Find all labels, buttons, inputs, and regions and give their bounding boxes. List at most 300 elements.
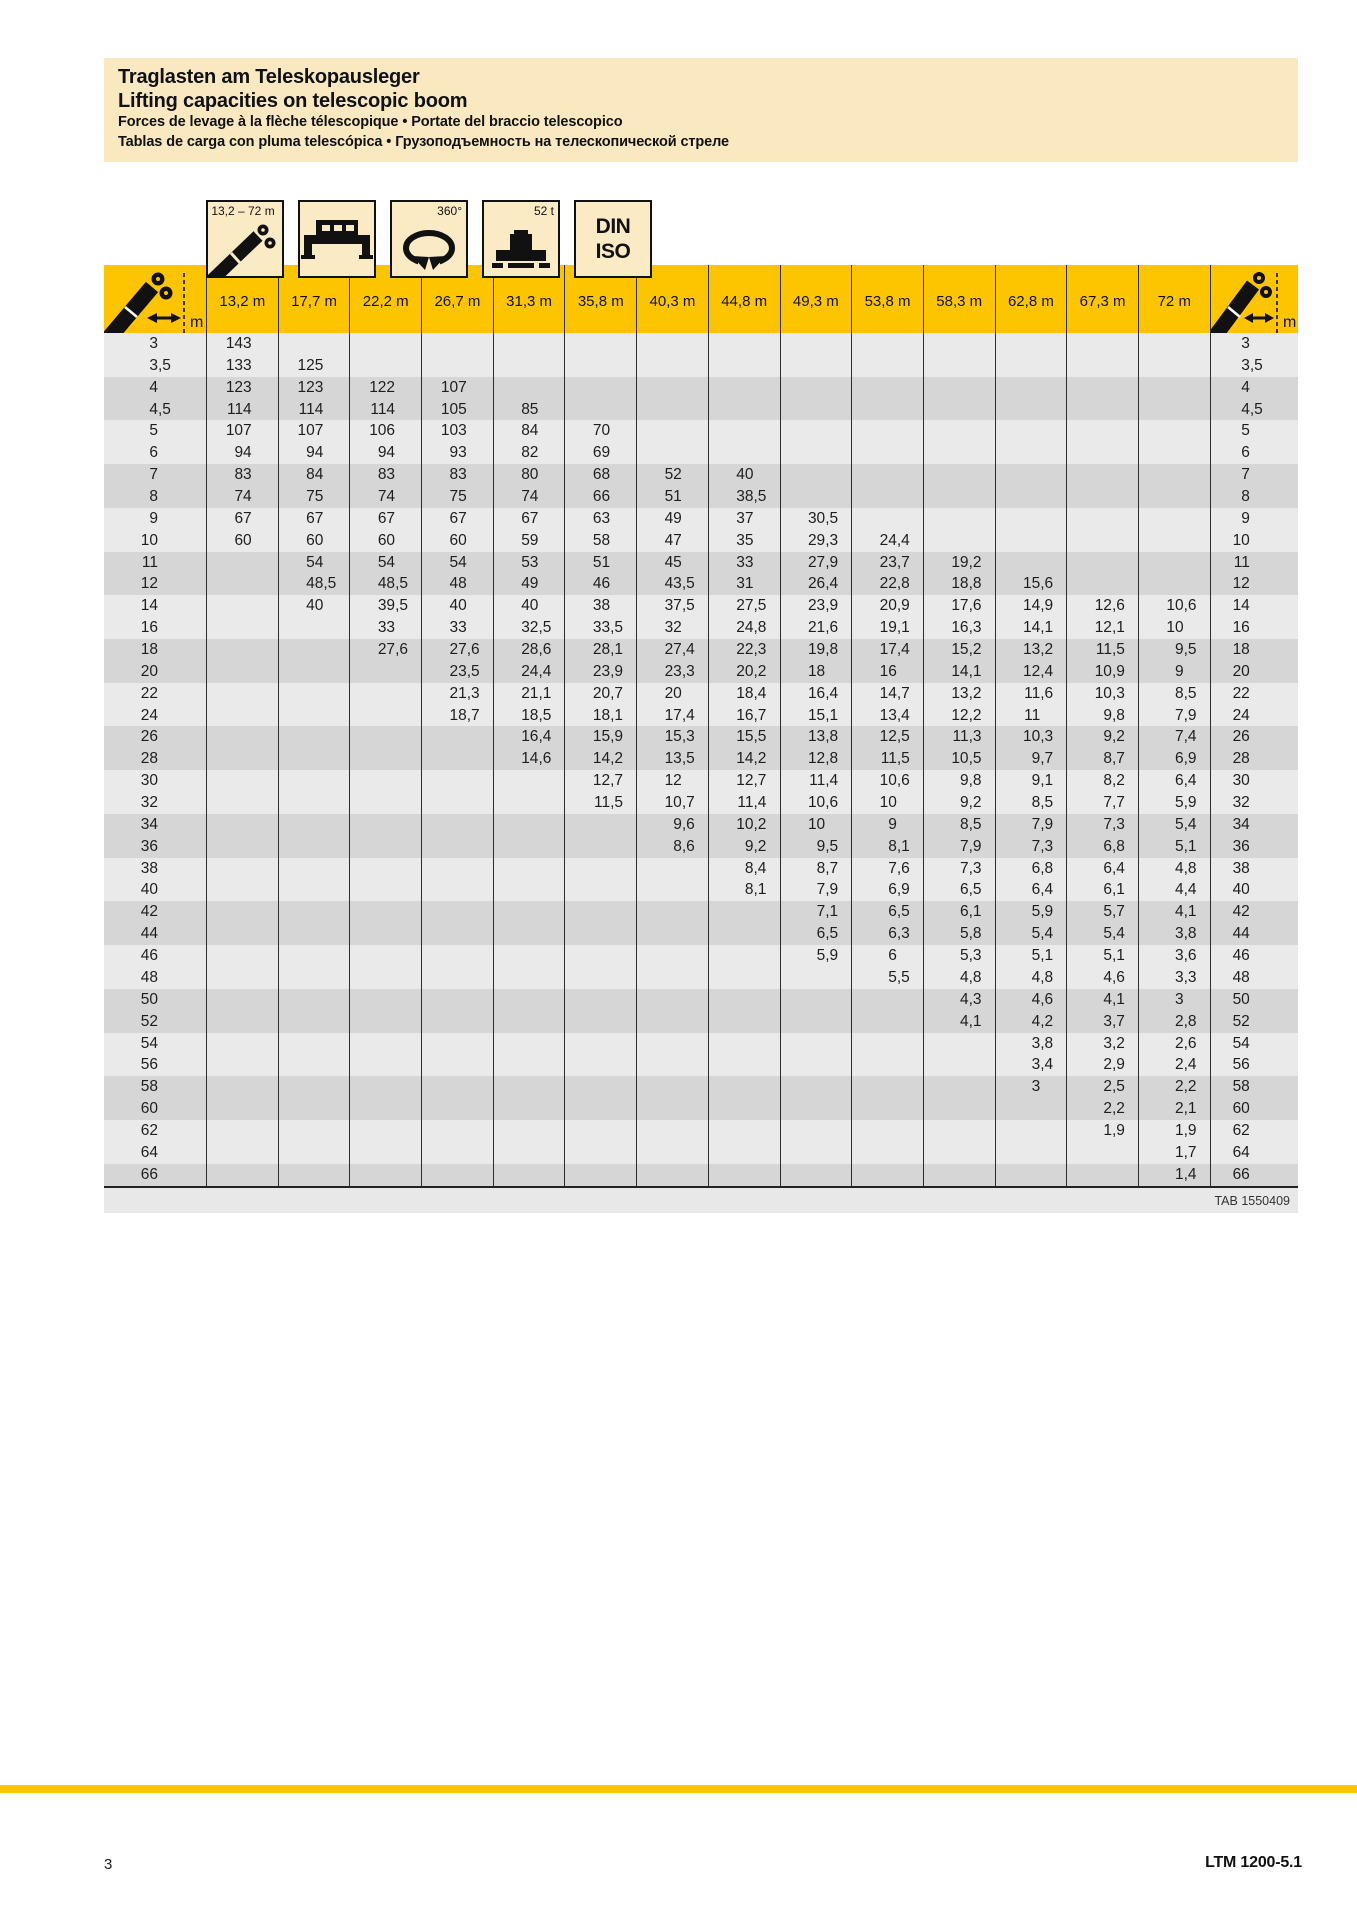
- capacity-cell: 75: [421, 486, 493, 508]
- capacity-cell: [851, 333, 923, 355]
- capacity-cell: 30 ,5: [780, 508, 852, 530]
- capacity-cell: 10 ,5: [923, 748, 995, 770]
- radius-cell: 32: [1210, 792, 1298, 814]
- capacity-cell: 9: [1138, 661, 1210, 683]
- capacity-cell: 47: [636, 530, 708, 552]
- capacity-cell: [564, 923, 636, 945]
- capacity-cell: [636, 377, 708, 399]
- capacity-cell: [349, 901, 421, 923]
- radius-cell: 4 ,5: [1210, 399, 1298, 421]
- capacity-cell: 49: [493, 573, 565, 595]
- capacity-cell: [923, 530, 995, 552]
- capacity-cell: [851, 464, 923, 486]
- table-row: [104, 617, 1298, 639]
- capacity-cell: [421, 814, 493, 836]
- capacity-cell: [206, 1076, 278, 1098]
- capacity-cell: 2 ,4: [1138, 1054, 1210, 1076]
- capacity-cell: 40: [278, 595, 350, 617]
- table-row: [104, 355, 1298, 377]
- capacity-cell: [206, 1142, 278, 1164]
- table-row: [104, 595, 1298, 617]
- capacity-cell: 94: [206, 442, 278, 464]
- capacity-cell: 18 ,7: [421, 705, 493, 727]
- radius-cell: 4: [1210, 377, 1298, 399]
- capacity-cell: [278, 770, 350, 792]
- capacity-cell: [278, 705, 350, 727]
- capacity-cell: [493, 901, 565, 923]
- capacity-cell: 5 ,7: [1066, 901, 1138, 923]
- capacity-cell: [206, 639, 278, 661]
- capacity-cell: 3: [1138, 989, 1210, 1011]
- capacity-cell: 35: [708, 530, 780, 552]
- capacity-cell: [923, 1033, 995, 1055]
- capacity-cell: 8 ,5: [923, 814, 995, 836]
- boom-range-badge: [206, 200, 284, 278]
- capacity-cell: [995, 355, 1067, 377]
- capacity-cell: 20 ,7: [564, 683, 636, 705]
- capacity-cell: 67: [206, 508, 278, 530]
- capacity-cell: [564, 1054, 636, 1076]
- capacity-cell: [851, 486, 923, 508]
- capacity-cell: [636, 1120, 708, 1142]
- title-block: [104, 58, 1298, 162]
- capacity-cell: 28 ,1: [564, 639, 636, 661]
- capacity-cell: [923, 1164, 995, 1186]
- capacity-cell: [851, 355, 923, 377]
- capacity-cell: [564, 1098, 636, 1120]
- capacity-cell: [1066, 420, 1138, 442]
- capacity-cell: 18 ,5: [493, 705, 565, 727]
- capacity-cell: 84: [493, 420, 565, 442]
- radius-cell: 7: [149, 466, 158, 484]
- capacity-cell: [851, 1120, 923, 1142]
- capacity-cell: [1138, 420, 1210, 442]
- capacity-cell: [780, 486, 852, 508]
- capacity-cell: 103: [421, 420, 493, 442]
- rotation-label: 360°: [437, 204, 462, 218]
- table-row: [104, 420, 1298, 442]
- capacity-cell: 19 ,1: [851, 617, 923, 639]
- capacity-cell: [995, 508, 1067, 530]
- capacity-cell: 7 ,7: [1066, 792, 1138, 814]
- radius-cell: 46: [1210, 945, 1298, 967]
- capacity-cell: [493, 1098, 565, 1120]
- radius-cell: 48: [140, 968, 158, 986]
- capacity-cell: 20 ,2: [708, 661, 780, 683]
- capacity-cell: 53: [493, 552, 565, 574]
- capacity-cell: [636, 1054, 708, 1076]
- capacity-cell: [206, 792, 278, 814]
- table-row: [104, 552, 1298, 574]
- capacity-cell: 83: [421, 464, 493, 486]
- capacity-cell: [708, 923, 780, 945]
- capacity-cell: [564, 989, 636, 1011]
- bottom-accent-bar: [0, 1785, 1357, 1793]
- capacity-cell: [278, 1164, 350, 1186]
- radius-cell: 44: [1210, 923, 1298, 945]
- capacity-cell: [923, 377, 995, 399]
- capacity-cell: 10 ,7: [636, 792, 708, 814]
- capacity-cell: [206, 770, 278, 792]
- radius-cell: 48: [1210, 967, 1298, 989]
- capacity-cell: 16 ,4: [493, 726, 565, 748]
- capacity-cell: [349, 792, 421, 814]
- capacity-cell: 13 ,2: [923, 683, 995, 705]
- capacity-cell: [349, 1033, 421, 1055]
- capacity-cell: [995, 1164, 1067, 1186]
- capacity-cell: 11 ,4: [708, 792, 780, 814]
- capacity-cell: 16: [851, 661, 923, 683]
- capacity-cell: [1138, 464, 1210, 486]
- radius-cell: 64: [1210, 1142, 1298, 1164]
- capacity-cell: [421, 1164, 493, 1186]
- capacity-cell: 69: [564, 442, 636, 464]
- capacity-cell: 7 ,3: [995, 836, 1067, 858]
- table-row: [104, 967, 1298, 989]
- capacity-cell: 7 ,9: [923, 836, 995, 858]
- capacity-cell: [564, 1142, 636, 1164]
- capacity-cell: [278, 879, 350, 901]
- radius-cell: 12: [140, 575, 158, 593]
- table-row: [104, 1011, 1298, 1033]
- radius-cell: 24: [1210, 705, 1298, 727]
- capacity-cell: [206, 595, 278, 617]
- capacity-cell: [421, 1033, 493, 1055]
- capacity-cell: 85: [493, 399, 565, 421]
- capacity-cell: [636, 442, 708, 464]
- capacity-cell: 12 ,4: [995, 661, 1067, 683]
- capacity-cell: 60: [206, 530, 278, 552]
- capacity-cell: [1138, 442, 1210, 464]
- capacity-cell: [1066, 552, 1138, 574]
- capacity-cell: 10 ,6: [1138, 595, 1210, 617]
- capacity-cell: 18 ,1: [564, 705, 636, 727]
- capacity-cell: [349, 945, 421, 967]
- capacity-cell: [206, 1098, 278, 1120]
- capacity-cell: 70: [564, 420, 636, 442]
- capacity-cell: 3: [995, 1076, 1067, 1098]
- radius-cell: 6: [149, 444, 158, 462]
- capacity-cell: 60: [349, 530, 421, 552]
- capacity-cell: [1066, 377, 1138, 399]
- capacity-cell: 11 ,5: [1066, 639, 1138, 661]
- capacity-cell: [349, 989, 421, 1011]
- capacity-cell: 4 ,4: [1138, 879, 1210, 901]
- capacity-cell: [349, 1164, 421, 1186]
- capacity-cell: 10 ,2: [708, 814, 780, 836]
- capacity-cell: 14 ,2: [564, 748, 636, 770]
- capacity-cell: [708, 1011, 780, 1033]
- capacity-cell: 11 ,4: [780, 770, 852, 792]
- capacity-cell: [493, 377, 565, 399]
- capacity-cell: [923, 1076, 995, 1098]
- capacity-cell: 40: [708, 464, 780, 486]
- capacity-cell: [923, 486, 995, 508]
- din-iso-badge: [574, 200, 652, 278]
- outriggers-badge: [298, 200, 376, 278]
- table-row: [104, 399, 1298, 421]
- capacity-cell: [1066, 355, 1138, 377]
- capacity-cell: [780, 1033, 852, 1055]
- capacity-cell: [278, 748, 350, 770]
- capacity-cell: 14 ,2: [708, 748, 780, 770]
- capacity-cell: 19 ,8: [780, 639, 852, 661]
- capacity-cell: [636, 1142, 708, 1164]
- capacity-cell: 21 ,3: [421, 683, 493, 705]
- capacity-cell: [708, 420, 780, 442]
- table-row: [104, 705, 1298, 727]
- capacity-cell: [564, 967, 636, 989]
- capacity-cell: 8 ,4: [708, 858, 780, 880]
- capacity-cell: 6: [851, 945, 923, 967]
- capacity-cell: [278, 1120, 350, 1142]
- capacity-cell: [780, 989, 852, 1011]
- capacity-cell: [278, 858, 350, 880]
- capacity-cell: 1 ,4: [1138, 1164, 1210, 1186]
- radius-cell: 10: [140, 531, 158, 549]
- capacity-cell: 23 ,9: [780, 595, 852, 617]
- capacity-cell: 26 ,4: [780, 573, 852, 595]
- capacity-cell: [995, 399, 1067, 421]
- capacity-cell: [493, 1164, 565, 1186]
- capacity-cell: [780, 1142, 852, 1164]
- radius-cell: 54: [1210, 1033, 1298, 1055]
- capacity-cell: [780, 1054, 852, 1076]
- capacity-cell: [636, 901, 708, 923]
- capacity-cell: [349, 355, 421, 377]
- capacity-cell: 27 ,5: [708, 595, 780, 617]
- capacity-cell: 4 ,6: [1066, 967, 1138, 989]
- capacity-cell: 54: [421, 552, 493, 574]
- capacity-cell: [851, 508, 923, 530]
- capacity-cell: 8 ,2: [1066, 770, 1138, 792]
- capacity-cell: [851, 377, 923, 399]
- table-row: [104, 1142, 1298, 1164]
- capacity-cell: [780, 377, 852, 399]
- capacity-cell: [278, 1011, 350, 1033]
- capacity-cell: [206, 1054, 278, 1076]
- radius-cell: 22: [1210, 683, 1298, 705]
- capacity-cell: 11 ,6: [995, 683, 1067, 705]
- boom-length-header: 67,3 m: [1066, 265, 1138, 338]
- capacity-cell: [349, 1098, 421, 1120]
- capacity-cell: 5 ,8: [923, 923, 995, 945]
- radius-cell: 62: [140, 1121, 158, 1139]
- capacity-cell: 12 ,7: [708, 770, 780, 792]
- capacity-cell: [1138, 377, 1210, 399]
- radius-cell: 11: [1210, 552, 1298, 574]
- radius-cell: 14: [1210, 595, 1298, 617]
- capacity-cell: [636, 399, 708, 421]
- table-row: [104, 1120, 1298, 1142]
- capacity-cell: [708, 1098, 780, 1120]
- capacity-cell: [349, 923, 421, 945]
- capacity-cell: 15 ,1: [780, 705, 852, 727]
- capacity-cell: 4 ,1: [923, 1011, 995, 1033]
- radius-cell: 38: [140, 859, 158, 877]
- capacity-cell: 15 ,9: [564, 726, 636, 748]
- table-row: [104, 770, 1298, 792]
- capacity-cell: 32: [636, 617, 708, 639]
- capacity-cell: 48 ,5: [278, 573, 350, 595]
- capacity-cell: 13 ,2: [995, 639, 1067, 661]
- capacity-cell: 38 ,5: [708, 486, 780, 508]
- capacity-cell: [206, 967, 278, 989]
- table-row: [104, 508, 1298, 530]
- capacity-cell: [564, 858, 636, 880]
- capacity-cell: 5 ,9: [995, 901, 1067, 923]
- capacity-cell: [349, 836, 421, 858]
- capacity-cell: [349, 967, 421, 989]
- capacity-cell: 2 ,1: [1138, 1098, 1210, 1120]
- capacity-cell: 23 ,3: [636, 661, 708, 683]
- capacity-cell: [636, 355, 708, 377]
- capacity-cell: 67: [493, 508, 565, 530]
- radius-cell: 62: [1210, 1120, 1298, 1142]
- capacity-cell: 17 ,4: [636, 705, 708, 727]
- capacity-cell: [349, 661, 421, 683]
- capacity-cell: [1066, 399, 1138, 421]
- capacity-cell: 38: [564, 595, 636, 617]
- capacity-cell: 2 ,5: [1066, 1076, 1138, 1098]
- capacity-cell: 7 ,4: [1138, 726, 1210, 748]
- capacity-cell: [421, 355, 493, 377]
- capacity-cell: [278, 1033, 350, 1055]
- boom-length-header: 49,3 m: [780, 265, 852, 338]
- capacity-cell: [493, 1033, 565, 1055]
- capacity-cell: 68: [564, 464, 636, 486]
- table-row: [104, 464, 1298, 486]
- capacity-cell: [564, 901, 636, 923]
- capacity-cell: [851, 1142, 923, 1164]
- capacity-cell: 39 ,5: [349, 595, 421, 617]
- table-row: [104, 333, 1298, 355]
- capacity-cell: [636, 420, 708, 442]
- capacity-cell: [206, 661, 278, 683]
- capacity-cell: [206, 879, 278, 901]
- radius-cell: 36: [1210, 836, 1298, 858]
- capacity-cell: 4 ,8: [995, 967, 1067, 989]
- capacity-cell: [851, 1164, 923, 1186]
- radius-cell: 22: [140, 684, 158, 702]
- capacity-cell: [421, 989, 493, 1011]
- capacity-cell: 60: [278, 530, 350, 552]
- capacity-cell: 9: [851, 814, 923, 836]
- capacity-cell: 9 ,7: [995, 748, 1067, 770]
- capacity-cell: [708, 901, 780, 923]
- capacity-cell: 11 ,5: [851, 748, 923, 770]
- capacity-cell: 82: [493, 442, 565, 464]
- capacity-cell: [493, 923, 565, 945]
- capacity-cell: 67: [349, 508, 421, 530]
- radius-cell: 12: [1210, 573, 1298, 595]
- boom-length-header: 31,3 m: [493, 265, 565, 338]
- capacity-cell: [278, 1142, 350, 1164]
- boom-radius-icon: [1211, 265, 1299, 333]
- capacity-cell: [421, 901, 493, 923]
- boom-length-header: 44,8 m: [708, 265, 780, 338]
- capacity-cell: 8 ,1: [708, 879, 780, 901]
- table-row: [104, 573, 1298, 595]
- capacity-cell: [708, 1164, 780, 1186]
- radius-cell: 60: [1210, 1098, 1298, 1120]
- capacity-cell: 80: [493, 464, 565, 486]
- capacity-cell: [995, 1142, 1067, 1164]
- capacity-cell: [923, 355, 995, 377]
- capacity-cell: 9 ,6: [636, 814, 708, 836]
- capacity-cell: [493, 1076, 565, 1098]
- radius-cell: 16: [1210, 617, 1298, 639]
- table-row: [104, 1054, 1298, 1076]
- capacity-cell: [995, 530, 1067, 552]
- capacity-cell: [636, 1011, 708, 1033]
- capacity-cell: [349, 770, 421, 792]
- radius-cell: 50: [1210, 989, 1298, 1011]
- boom-length-header: 40,3 m: [636, 265, 708, 338]
- capacity-cell: 4 ,6: [995, 989, 1067, 1011]
- capacity-cell: [1138, 399, 1210, 421]
- table-row: [104, 661, 1298, 683]
- boom-radius-icon: [104, 265, 206, 333]
- capacity-cell: [636, 858, 708, 880]
- capacity-cell: [564, 399, 636, 421]
- capacity-cell: 40: [421, 595, 493, 617]
- capacity-cell: [493, 792, 565, 814]
- radius-cell: 28: [140, 750, 158, 768]
- capacity-cell: 16 ,7: [708, 705, 780, 727]
- radius-cell: 8: [149, 488, 158, 506]
- capacity-cell: 6 ,4: [1066, 858, 1138, 880]
- capacity-cell: [349, 726, 421, 748]
- capacity-cell: 7 ,3: [923, 858, 995, 880]
- capacity-cell: 32 ,5: [493, 617, 565, 639]
- capacity-cell: [278, 1054, 350, 1076]
- table-row: [104, 945, 1298, 967]
- capacity-cell: 27 ,6: [349, 639, 421, 661]
- capacity-cell: 12 ,5: [851, 726, 923, 748]
- capacity-cell: 27 ,6: [421, 639, 493, 661]
- capacity-cell: [564, 1076, 636, 1098]
- capacity-cell: 5 ,3: [923, 945, 995, 967]
- capacity-cell: [923, 399, 995, 421]
- radius-cell: 5: [1210, 420, 1298, 442]
- capacity-cell: 94: [349, 442, 421, 464]
- capacity-cell: [708, 399, 780, 421]
- capacity-cell: [851, 1098, 923, 1120]
- capacity-cell: [851, 1076, 923, 1098]
- capacity-cell: [349, 1054, 421, 1076]
- title-fr-it: Forces de levage à la flèche télescopique • Portate del braccio telescopico: [118, 114, 623, 130]
- capacity-cell: [349, 705, 421, 727]
- capacity-cell: 63: [564, 508, 636, 530]
- capacity-cell: [1066, 573, 1138, 595]
- radius-cell: 46: [140, 947, 158, 965]
- capacity-cell: [206, 573, 278, 595]
- capacity-cell: [636, 1033, 708, 1055]
- radius-cell: 66: [140, 1165, 158, 1183]
- boom-length-header: 72 m: [1138, 265, 1210, 338]
- capacity-cell: [493, 989, 565, 1011]
- capacity-cell: 9 ,5: [1138, 639, 1210, 661]
- capacity-cell: [708, 1033, 780, 1055]
- capacity-cell: 6 ,1: [923, 901, 995, 923]
- capacity-cell: [278, 617, 350, 639]
- capacity-cell: [421, 923, 493, 945]
- capacity-cell: 9 ,2: [923, 792, 995, 814]
- capacity-cell: [206, 726, 278, 748]
- capacity-cell: [780, 399, 852, 421]
- capacity-cell: 74: [493, 486, 565, 508]
